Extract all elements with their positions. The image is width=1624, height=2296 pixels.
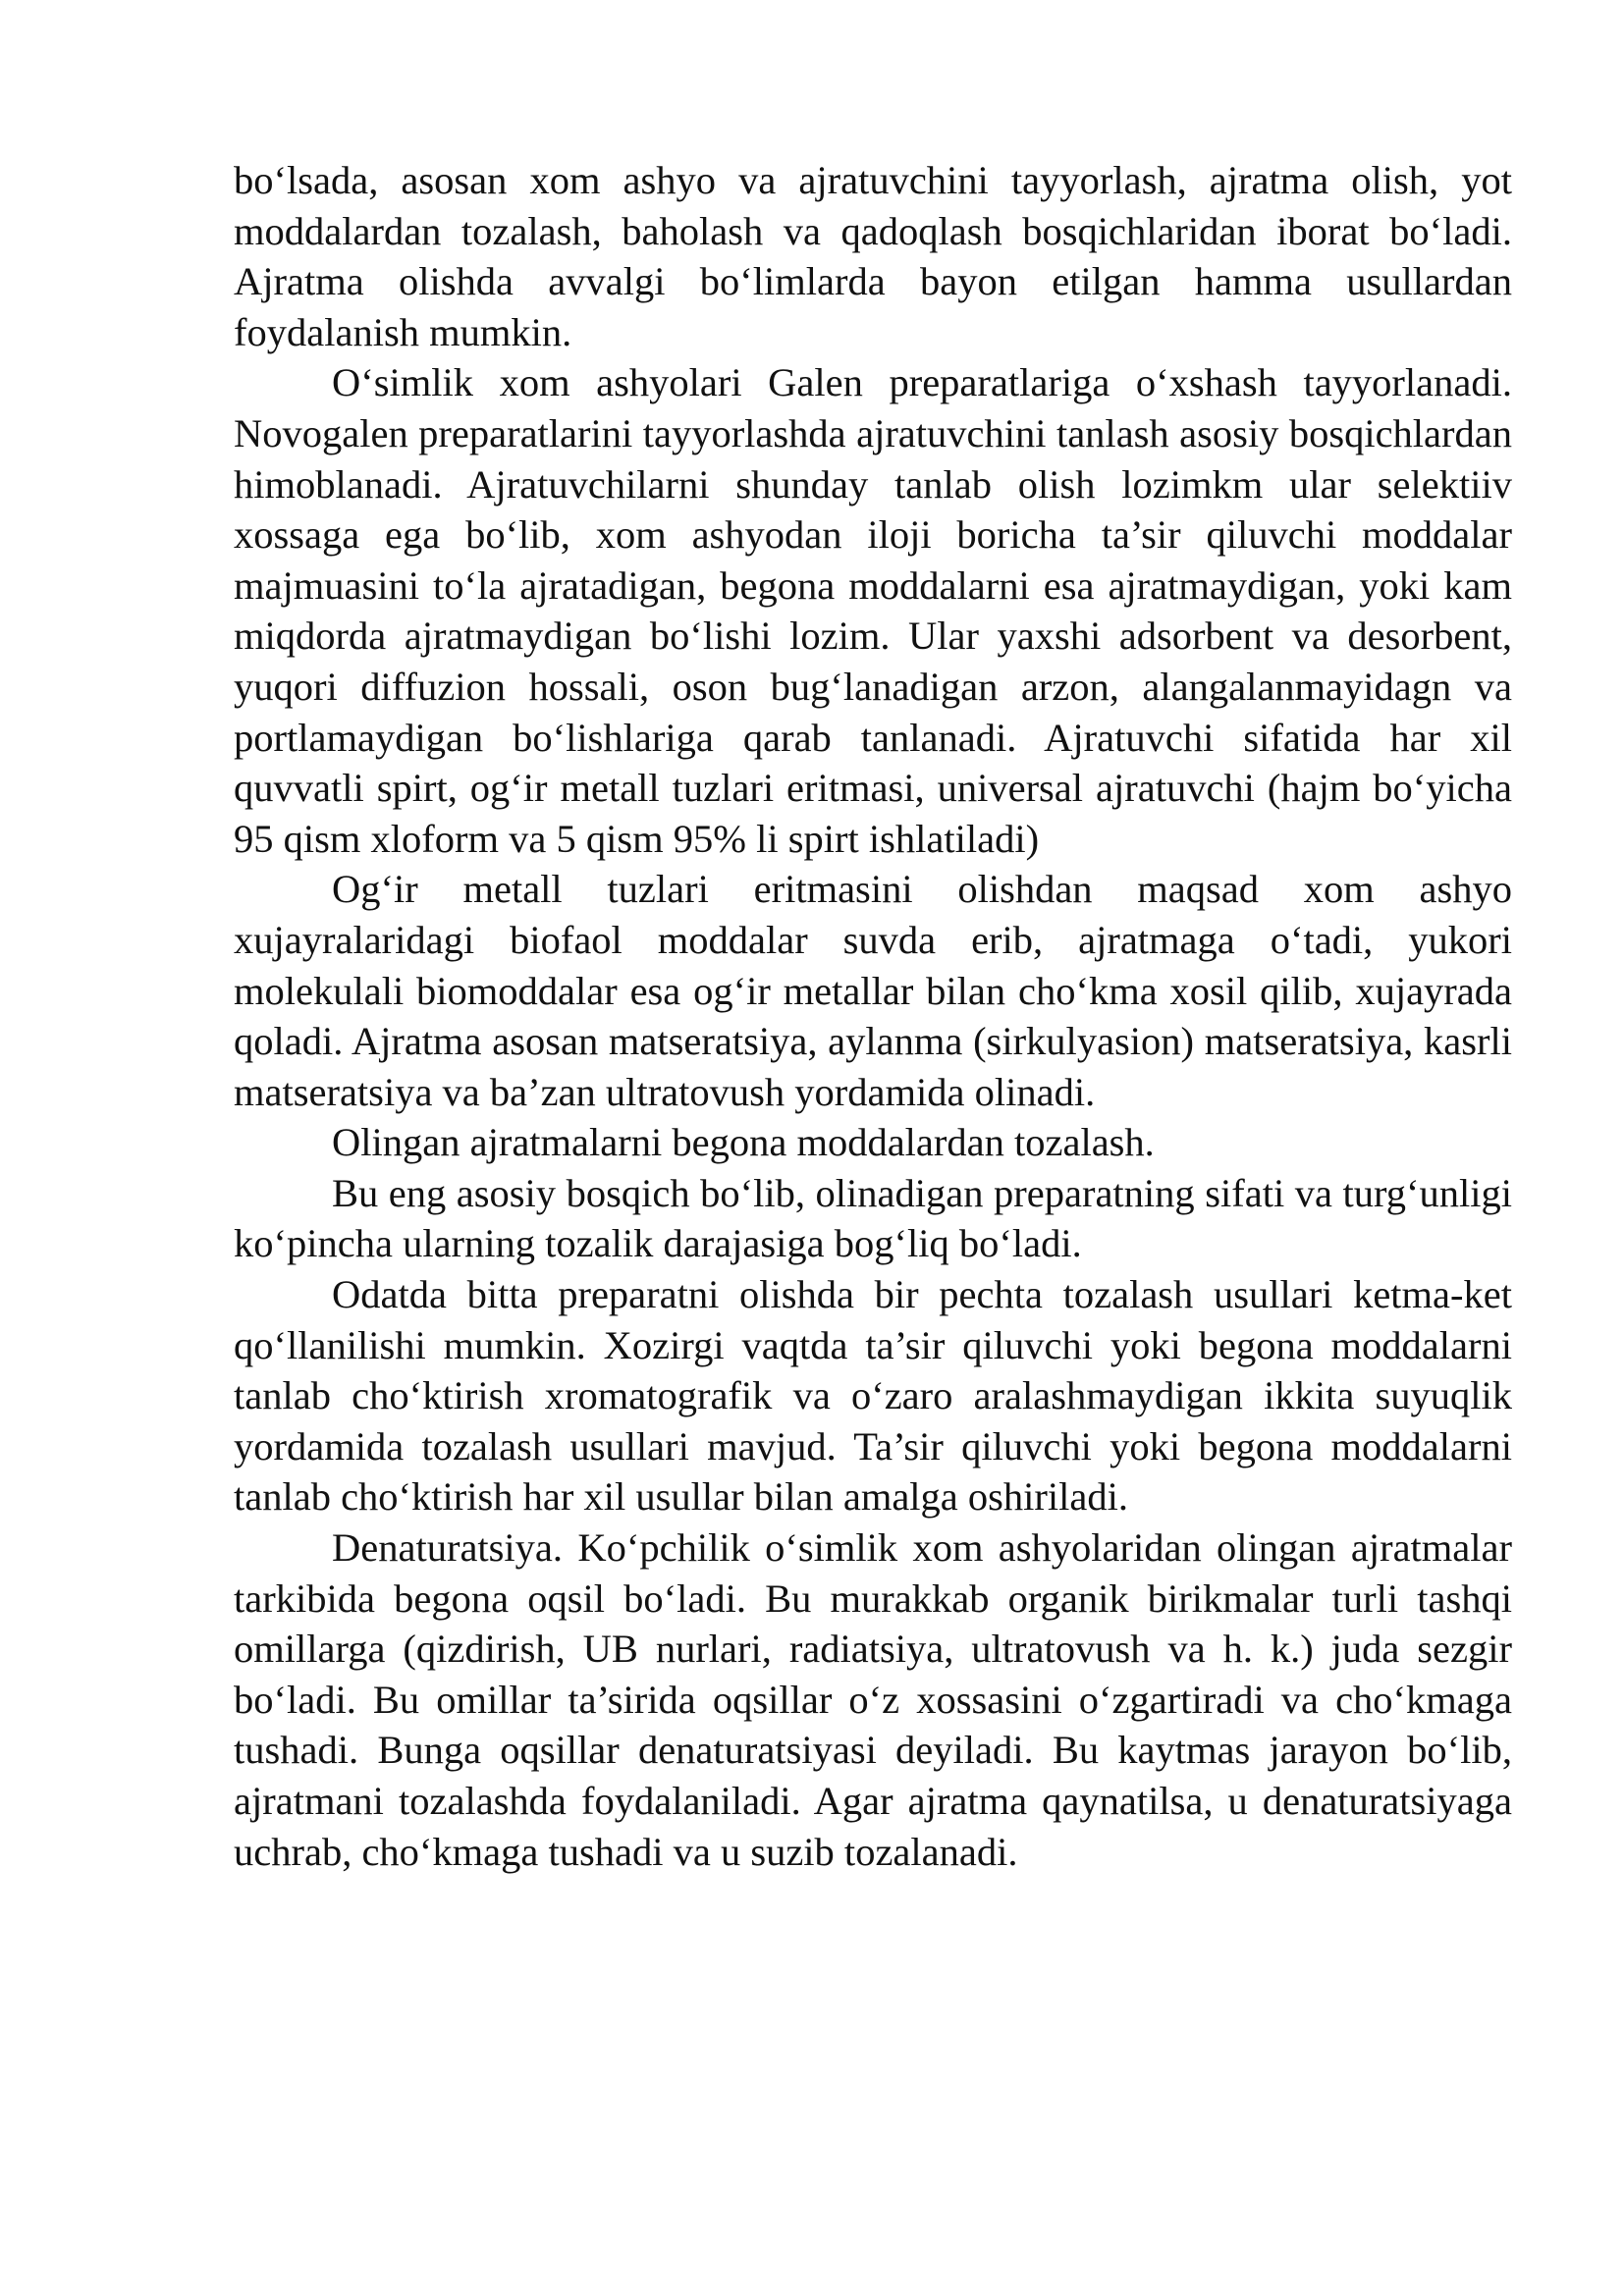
paragraph-plant-raw-materials: O‘simlik xom ashyolari Galen preparatlariga o‘xshash tayyorlanadi. Novogalen preparatlarini tayyorlashda ajratuvchini tanlash asosiy bosqichlardan himoblanadi. Ajratuvchilarni shunday tanlab olish lozimkm ular selektiiv xossaga ega bo‘lib, xom ashyodan iloji boricha ta’sir qiluvchi moddalar majmuasini to‘la ajratadigan, begona moddalarni esa ajratmaydigan, yoki kam miqdorda ajratmaydigan bo‘lishi lozim. Ular yaxshi adsorbent va desorbent, yuqori diffuzion hossali, oson bug‘lanadigan arzon, alangalanmayidagn va portlamaydigan bo‘lishlariga qarab tanlanadi. Ajratuvchi sifatida har xil quvvatli spirt, og‘ir metall tuzlari eritmasi, universal ajratuvchi (hajm bo‘yicha 95 qism xloform va 5 qism 95% li spirt ishlatiladi): [234, 360, 1512, 861]
paragraph-denaturation: Denaturatsiya. Ko‘pchilik o‘simlik xom ashyolaridan olingan ajratmalar tarkibida begona oqsil bo‘ladi. Bu murakkab organik birikmalar turli tashqi omillarga (qizdirish, UB nurlari, radiatsiya, ultratovush va h. k.) juda sezgir bo‘ladi. Bu omillar ta’sirida oqsillar o‘z xossasini o‘zgartiradi va cho‘kmaga tushadi. Bunga oqsillar denaturatsiyasi deyiladi. Bu kaytmas jarayon bo‘lib, ajratmani tozalashda foydalaniladi. Agar ajratma qaynatilsa, u denaturatsiyaga uchrab, cho‘kmaga tushadi va u suzib tozalanadi.: [234, 1525, 1512, 1874]
paragraph-intro-continuation: bo‘lsada, asosan xom ashyo va ajratuvchini tayyorlash, ajratma olish, yot moddalardan tozalash, baholash va qadoqlash bosqichlaridan iborat bo‘ladi. Ajratma olishda avvalgi bo‘limlarda bayon etilgan hamma usullardan foydalanish mumkin.: [234, 158, 1512, 354]
paragraph-purification-methods: Odatda bitta preparatni olishda bir pechta tozalash usullari ketma-ket qo‘llanilishi mumkin. Xozirgi vaqtda ta’sir qiluvchi yoki begona moddalarni tanlab cho‘ktirish xromatografik va o‘zaro aralashmaydigan ikkita suyuqlik yordamida tozalash usullari mavjud. Ta’sir qiluvchi yoki begona moddalarni tanlab cho‘ktirish har xil usullar bilan amalga oshiriladi.: [234, 1272, 1512, 1520]
paragraph-heavy-metal-salts: Og‘ir metall tuzlari eritmasini olishdan maqsad xom ashyo xujayralaridagi biofaol moddalar suvda erib, ajratmaga o‘tadi, yukori molekulali biomoddalar esa og‘ir metallar bilan cho‘kma xosil qilib, xujayrada qoladi. Ajratma asosan matseratsiya, aylanma (sirkulyasion) matseratsiya, kasrli matseratsiya va ba’zan ultratovush yordamida olinadi.: [234, 867, 1512, 1114]
paragraph-purification-heading: Olingan ajratmalarni begona moddalardan tozalash.: [332, 1120, 1155, 1165]
paragraph-main-stage: Bu eng asosiy bosqich bo‘lib, olinadigan preparatning sifati va turg‘unligi ko‘pincha ularning tozalik darajasiga bog‘liq bo‘ladi.: [234, 1170, 1512, 1266]
document-page: [234, 155, 1512, 1877]
